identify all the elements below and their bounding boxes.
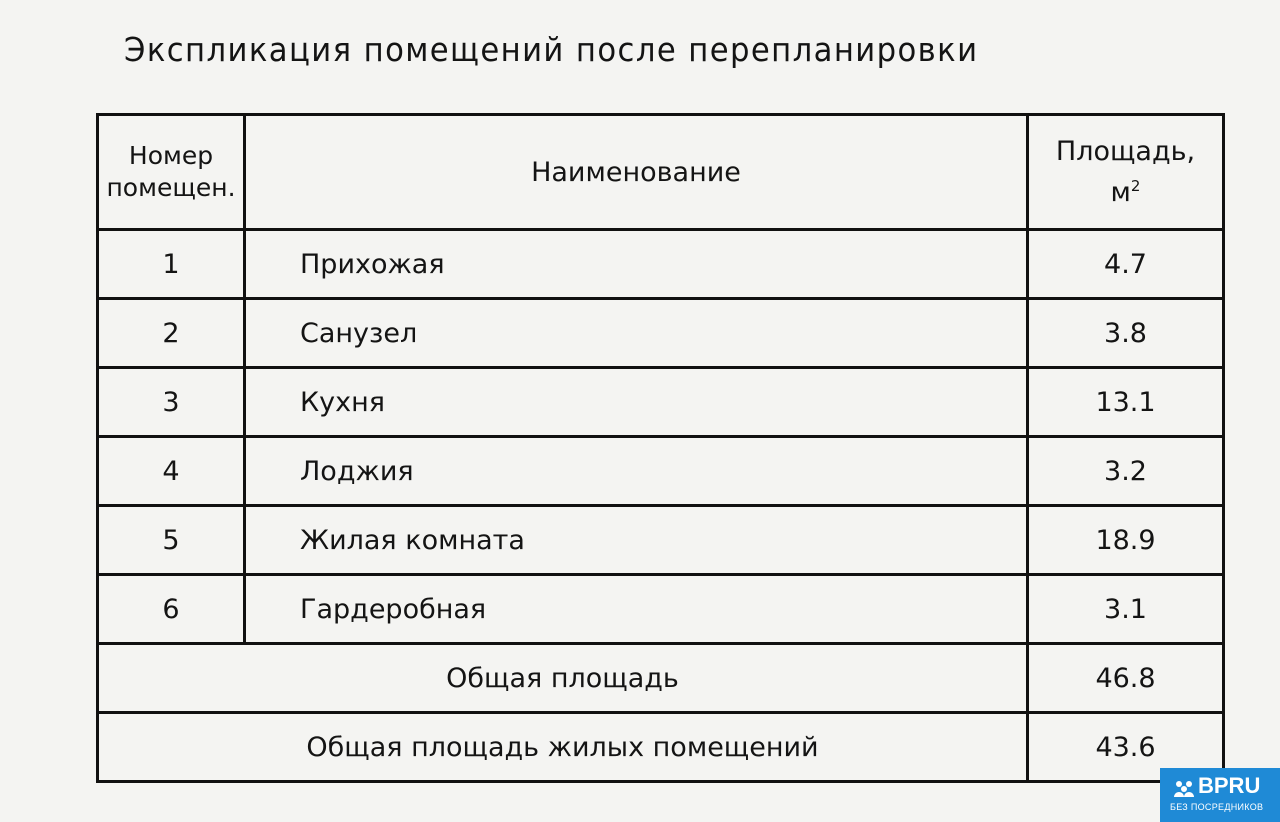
room-number: 6 bbox=[98, 575, 245, 644]
room-name-cell bbox=[245, 230, 1028, 299]
table-row bbox=[98, 437, 1224, 506]
room-name-cell bbox=[245, 299, 1028, 368]
table-row bbox=[98, 299, 1224, 368]
total-area-row bbox=[98, 644, 1224, 713]
header-area-line1: Площадь, bbox=[1055, 135, 1196, 167]
watermark-badge bbox=[1160, 768, 1280, 822]
people-icon bbox=[1172, 777, 1196, 801]
header-number-line1: Номер bbox=[128, 141, 214, 170]
explication-table bbox=[96, 113, 1225, 783]
room-area: 3.8 bbox=[1028, 299, 1224, 368]
room-area: 3.1 bbox=[1028, 575, 1224, 644]
room-area: 3.2 bbox=[1028, 437, 1224, 506]
room-name: Жилая комната bbox=[300, 524, 525, 556]
table-row bbox=[98, 575, 1224, 644]
room-area: 4.7 bbox=[1028, 230, 1224, 299]
living-area-label: Общая площадь жилых помещений bbox=[306, 731, 819, 763]
room-name-cell bbox=[245, 575, 1028, 644]
living-area-label-cell bbox=[98, 713, 1028, 782]
table-header-row bbox=[98, 115, 1224, 230]
badge-tagline: БЕЗ ПОСРЕДНИКОВ bbox=[1170, 802, 1264, 812]
room-name: Санузел bbox=[300, 317, 418, 349]
header-area-unit-sup: 2 bbox=[1130, 176, 1141, 195]
room-name: Лоджия bbox=[300, 455, 414, 487]
room-name: Прихожая bbox=[300, 248, 445, 280]
living-area-row bbox=[98, 713, 1224, 782]
header-area-unit: м bbox=[1110, 176, 1131, 208]
room-area: 18.9 bbox=[1028, 506, 1224, 575]
total-area-label-cell bbox=[98, 644, 1028, 713]
header-area bbox=[1028, 115, 1224, 230]
table-row bbox=[98, 230, 1224, 299]
page-title: Экспликация помещений после перепланировки bbox=[124, 30, 979, 69]
header-number bbox=[98, 115, 245, 230]
header-name: Наименование bbox=[245, 115, 1028, 230]
badge-brand: BPRU bbox=[1198, 773, 1261, 798]
room-number: 2 bbox=[98, 299, 245, 368]
room-name-cell bbox=[245, 437, 1028, 506]
total-area-label: Общая площадь bbox=[446, 662, 679, 694]
table-row bbox=[98, 506, 1224, 575]
header-number-line2: помещен. bbox=[106, 173, 236, 202]
room-number: 5 bbox=[98, 506, 245, 575]
table-row bbox=[98, 368, 1224, 437]
room-number: 1 bbox=[98, 230, 245, 299]
room-name-cell bbox=[245, 506, 1028, 575]
room-name-cell bbox=[245, 368, 1028, 437]
room-name: Кухня bbox=[300, 386, 386, 418]
room-name: Гардеробная bbox=[300, 593, 487, 625]
room-area: 13.1 bbox=[1028, 368, 1224, 437]
living-area-value: 43.6 bbox=[1028, 713, 1224, 782]
room-number: 3 bbox=[98, 368, 245, 437]
total-area-value: 46.8 bbox=[1028, 644, 1224, 713]
room-number: 4 bbox=[98, 437, 245, 506]
